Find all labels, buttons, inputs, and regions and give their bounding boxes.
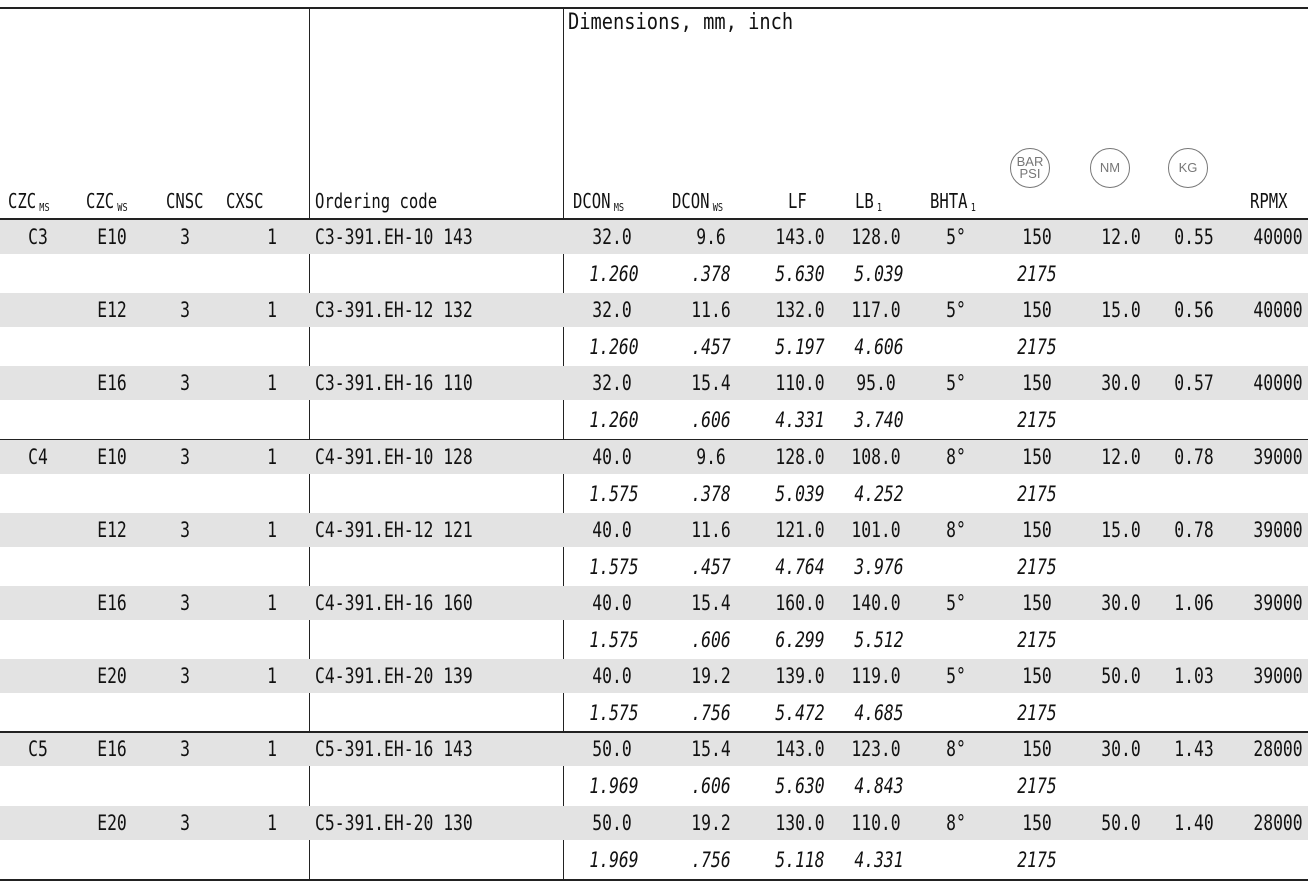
cell-lb: 123.0 (851, 737, 901, 762)
cell-czc_ws: E10 (97, 444, 127, 469)
cell-lf: 139.0 (775, 664, 825, 689)
dimensions-title: Dimensions, mm, inch (568, 10, 794, 35)
cell-lf: 121.0 (775, 517, 825, 542)
cell-cxsc: 1 (267, 371, 277, 396)
header-dcon-ws: DCON $_{WS}$ (672, 189, 724, 214)
cell-czc_ws: E10 (97, 225, 127, 249)
cell-dcon_ms: 50.0 (592, 737, 632, 762)
cell-nm: 30.0 (1101, 737, 1141, 762)
cell-inch-dcon_ms: 1.575 (589, 481, 639, 506)
cell-bhta: 5° (946, 298, 966, 323)
cell-dcon_ms: 32.0 (592, 225, 632, 249)
cell-cxsc: 1 (267, 444, 277, 469)
cell-inch-psi: 2175 (1017, 847, 1057, 872)
cell-inch-psi: 2175 (1017, 701, 1057, 726)
cell-lf: 130.0 (775, 810, 825, 835)
cell-inch-psi: 2175 (1017, 774, 1057, 799)
cell-kg: 0.55 (1174, 225, 1214, 249)
cell-cxsc: 1 (267, 591, 277, 615)
cell-inch-lf: 6.299 (775, 628, 825, 652)
cell-inch-dcon_ms: 1.575 (589, 554, 639, 579)
cell-cnsc: 3 (180, 737, 190, 762)
cell-bar: 150 (1022, 517, 1052, 542)
cell-dcon_ms: 32.0 (592, 371, 632, 396)
cell-dcon_ms: 40.0 (592, 517, 632, 542)
cell-cnsc: 3 (180, 371, 190, 396)
header-cnsc: CNSC (166, 189, 204, 213)
cell-dcon_ms: 40.0 (592, 591, 632, 615)
cell-code: C3-391.EH-16 110 (315, 371, 473, 396)
cell-cxsc: 1 (267, 225, 277, 249)
cell-nm: 12.0 (1101, 225, 1141, 249)
cell-code: C3-391.EH-10 143 (315, 225, 473, 249)
cell-czc_ms: C5 (28, 737, 48, 762)
cell-czc_ws: E20 (97, 664, 127, 689)
header-ordering-code: Ordering code (315, 189, 438, 213)
cell-dcon_ws: 15.4 (691, 591, 731, 615)
cell-nm: 50.0 (1101, 810, 1141, 835)
cell-inch-lb: 3.976 (854, 554, 904, 579)
cell-inch-lf: 5.118 (775, 847, 825, 872)
cell-inch-dcon_ms: 1.260 (589, 262, 639, 286)
cell-rpmx: 39000 (1253, 444, 1303, 469)
cell-lf: 110.0 (775, 371, 825, 396)
cell-bhta: 5° (946, 225, 966, 249)
cell-inch-lb: 3.740 (854, 408, 904, 433)
cell-inch-lf: 5.197 (775, 335, 825, 360)
cell-czc_ws: E16 (97, 371, 127, 396)
group-divider (0, 731, 1308, 733)
cell-kg: 0.78 (1174, 517, 1214, 542)
header-bhta: BHTA $_1$ (930, 189, 976, 214)
cell-inch-lf: 5.630 (775, 774, 825, 799)
cell-inch-psi: 2175 (1017, 554, 1057, 579)
cell-bhta: 5° (946, 371, 966, 396)
cell-inch-psi: 2175 (1017, 628, 1057, 652)
cell-code: C4-391.EH-16 160 (315, 591, 473, 615)
cell-kg: 1.43 (1174, 737, 1214, 762)
cell-inch-dcon_ms: 1.969 (589, 774, 639, 799)
cell-cnsc: 3 (180, 517, 190, 542)
cell-inch-dcon_ws: .606 (691, 408, 731, 433)
cell-cxsc: 1 (267, 737, 277, 762)
cell-inch-psi: 2175 (1017, 408, 1057, 433)
header-lf: LF (788, 189, 807, 213)
cell-dcon_ws: 15.4 (691, 371, 731, 396)
cell-inch-lb: 5.039 (854, 262, 904, 286)
cell-inch-dcon_ms: 1.260 (589, 408, 639, 433)
cell-lb: 101.0 (851, 517, 901, 542)
cell-code: C4-391.EH-12 121 (315, 517, 473, 542)
cell-cnsc: 3 (180, 664, 190, 689)
cell-czc_ws: E16 (97, 737, 127, 762)
cell-czc_ws: E12 (97, 298, 127, 323)
cell-lf: 143.0 (775, 225, 825, 249)
cell-lb: 95.0 (856, 371, 896, 396)
cell-lf: 143.0 (775, 737, 825, 762)
cell-cxsc: 1 (267, 810, 277, 835)
cell-cxsc: 1 (267, 664, 277, 689)
cell-nm: 15.0 (1101, 517, 1141, 542)
table-bottom-border (0, 879, 1308, 881)
cell-nm: 15.0 (1101, 298, 1141, 323)
cell-nm: 30.0 (1101, 591, 1141, 615)
cell-lb: 108.0 (851, 444, 901, 469)
cell-cxsc: 1 (267, 517, 277, 542)
cell-nm: 50.0 (1101, 664, 1141, 689)
cell-inch-dcon_ws: .606 (691, 774, 731, 799)
cell-kg: 0.57 (1174, 371, 1214, 396)
cell-inch-psi: 2175 (1017, 481, 1057, 506)
cell-inch-psi: 2175 (1017, 335, 1057, 360)
cell-bar: 150 (1022, 371, 1052, 396)
cell-inch-dcon_ws: .606 (691, 628, 731, 652)
cell-bar: 150 (1022, 298, 1052, 323)
cell-inch-dcon_ws: .756 (691, 701, 731, 726)
cell-dcon_ws: 9.6 (696, 444, 726, 469)
cell-rpmx: 39000 (1253, 517, 1303, 542)
cell-inch-lf: 4.764 (775, 554, 825, 579)
cell-czc_ws: E12 (97, 517, 127, 542)
cell-kg: 1.03 (1174, 664, 1214, 689)
cell-rpmx: 40000 (1253, 225, 1303, 249)
cell-lf: 160.0 (775, 591, 825, 615)
cell-czc_ms: C3 (28, 225, 48, 249)
header-czc-ws: CZC $_{WS}$ (86, 189, 128, 214)
cell-inch-lb: 5.512 (854, 628, 904, 652)
cell-lb: 128.0 (851, 225, 901, 249)
cell-inch-dcon_ms: 1.260 (589, 335, 639, 360)
cell-code: C5-391.EH-16 143 (315, 737, 473, 762)
header-czc-ms: CZC $_{MS}$ (8, 189, 50, 214)
kg-icon: KG (1168, 148, 1208, 188)
cell-lb: 140.0 (851, 591, 901, 615)
cell-bar: 150 (1022, 664, 1052, 689)
cell-kg: 0.78 (1174, 444, 1214, 469)
cell-rpmx: 40000 (1253, 298, 1303, 323)
cell-bar: 150 (1022, 810, 1052, 835)
cell-bar: 150 (1022, 225, 1052, 249)
cell-bhta: 5° (946, 591, 966, 615)
cell-bar: 150 (1022, 591, 1052, 615)
cell-inch-lb: 4.331 (854, 847, 904, 872)
cell-cnsc: 3 (180, 444, 190, 469)
cell-bhta: 8° (946, 810, 966, 835)
cell-inch-dcon_ms: 1.575 (589, 701, 639, 726)
cell-inch-dcon_ws: .378 (691, 481, 731, 506)
cell-rpmx: 28000 (1253, 737, 1303, 762)
header-lb: LB $_1$ (855, 189, 883, 214)
cell-inch-psi: 2175 (1017, 262, 1057, 286)
cell-inch-dcon_ms: 1.969 (589, 847, 639, 872)
header-dcon-ms: DCON $_{MS}$ (573, 189, 625, 214)
cell-nm: 12.0 (1101, 444, 1141, 469)
cell-kg: 1.40 (1174, 810, 1214, 835)
cell-inch-lf: 5.630 (775, 262, 825, 286)
cell-dcon_ws: 15.4 (691, 737, 731, 762)
table-top-border (0, 7, 1308, 9)
cell-dcon_ws: 9.6 (696, 225, 726, 249)
cell-cnsc: 3 (180, 225, 190, 249)
cell-dcon_ms: 40.0 (592, 664, 632, 689)
cell-bhta: 5° (946, 664, 966, 689)
cell-dcon_ms: 32.0 (592, 298, 632, 323)
cell-bar: 150 (1022, 737, 1052, 762)
cell-code: C3-391.EH-12 132 (315, 298, 473, 323)
cell-czc_ms: C4 (28, 444, 48, 469)
cell-code: C4-391.EH-10 128 (315, 444, 473, 469)
cell-czc_ws: E20 (97, 810, 127, 835)
cell-dcon_ms: 40.0 (592, 444, 632, 469)
cell-bhta: 8° (946, 517, 966, 542)
cell-inch-lf: 5.039 (775, 481, 825, 506)
header-cxsc: CXSC (226, 189, 264, 213)
cell-inch-lf: 5.472 (775, 701, 825, 726)
cell-dcon_ws: 19.2 (691, 810, 731, 835)
cell-cnsc: 3 (180, 298, 190, 323)
cell-inch-lf: 4.331 (775, 408, 825, 433)
cell-kg: 1.06 (1174, 591, 1214, 615)
cell-bar: 150 (1022, 444, 1052, 469)
cell-inch-dcon_ws: .457 (691, 554, 731, 579)
cell-rpmx: 28000 (1253, 810, 1303, 835)
cell-dcon_ws: 11.6 (691, 298, 731, 323)
cell-lb: 110.0 (851, 810, 901, 835)
cell-lf: 132.0 (775, 298, 825, 323)
nm-icon: NM (1090, 148, 1130, 188)
cell-dcon_ws: 19.2 (691, 664, 731, 689)
cell-cnsc: 3 (180, 810, 190, 835)
cell-rpmx: 40000 (1253, 371, 1303, 396)
cell-inch-dcon_ws: .378 (691, 262, 731, 286)
cell-dcon_ws: 11.6 (691, 517, 731, 542)
cell-inch-dcon_ws: .756 (691, 847, 731, 872)
cell-inch-dcon_ms: 1.575 (589, 628, 639, 652)
cell-code: C5-391.EH-20 130 (315, 810, 473, 835)
group-divider (0, 439, 1308, 441)
bar-psi-icon: BAR PSI (1010, 148, 1050, 188)
cell-code: C4-391.EH-20 139 (315, 664, 473, 689)
cell-inch-lb: 4.685 (854, 701, 904, 726)
cell-inch-lb: 4.252 (854, 481, 904, 506)
cell-inch-dcon_ws: .457 (691, 335, 731, 360)
cell-inch-lb: 4.606 (854, 335, 904, 360)
cell-cnsc: 3 (180, 591, 190, 615)
cell-lf: 128.0 (775, 444, 825, 469)
cell-czc_ws: E16 (97, 591, 127, 615)
cell-dcon_ms: 50.0 (592, 810, 632, 835)
cell-rpmx: 39000 (1253, 591, 1303, 615)
cell-lb: 119.0 (851, 664, 901, 689)
cell-lb: 117.0 (851, 298, 901, 323)
cell-cxsc: 1 (267, 298, 277, 323)
cell-rpmx: 39000 (1253, 664, 1303, 689)
cell-kg: 0.56 (1174, 298, 1214, 323)
cell-inch-lb: 4.843 (854, 774, 904, 799)
header-rpmx: RPMX (1250, 189, 1288, 213)
cell-nm: 30.0 (1101, 371, 1141, 396)
cell-bhta: 8° (946, 737, 966, 762)
cell-bhta: 8° (946, 444, 966, 469)
